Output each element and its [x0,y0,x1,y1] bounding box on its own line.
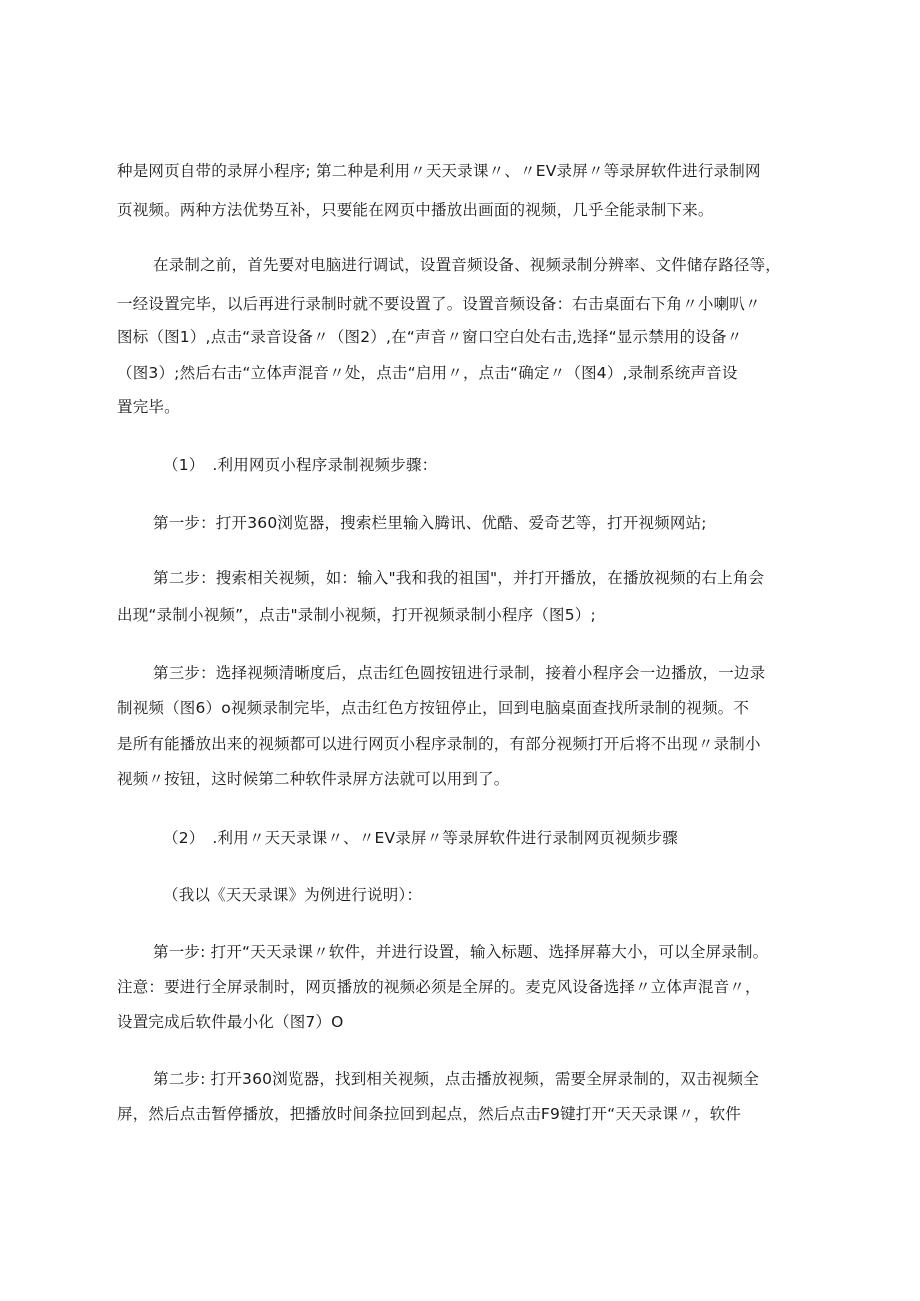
paragraph-line: 屏，然后点击暂停播放，把播放时间条拉回到起点，然后点击F9键打开“天天录课〃，软件 [117,1105,742,1123]
paragraph-line: 制视频（图6）o视频录制完毕，点击红色方按钮停止，回到电脑桌面查找所录制的视频。不 [117,699,750,717]
paragraph-line: 出现“录制小视频”，点击"录制小视频，打开视频录制小程序（图5）; [117,606,596,624]
section-heading: （2） .利用〃天天录课〃、〃EV录屏〃等录屏软件进行录制网页视频步骤 [163,829,678,847]
paragraph-line: 一经设置完毕，以后再进行录制时就不要设置了。设置音频设备：右击桌面右下角〃小喇叭〃 [117,295,761,313]
step-line: 第一步：打开360浏览器，搜索栏里输入腾讯、优酷、爱奇艺等，打开视频网站; [153,514,707,532]
paragraph-line: 视频〃按钮，这时候第二种软件录屏方法就可以用到了。 [117,770,510,788]
section-note: （我以《天天录课》为例进行说明）： [163,886,423,904]
step-line: 第二步: 打开360浏览器，找到相关视频，点击播放视频，需要全屏录制的，双击视频全 [153,1070,759,1088]
paragraph-line: 置完毕。 [117,398,180,416]
step-line: 第一步: 打开“天天录课〃软件，并进行设置，输入标题、选择屏幕大小，可以全屏录制。 [153,943,769,961]
step-line: 第三步：选择视频清晰度后，点击红色圆按钮进行录制，接着小程序会一边播放，一边录 [153,664,766,682]
paragraph-line: 设置完成后软件最小化（图7）O [117,1013,344,1031]
paragraph-line: 在录制之前，首先要对电脑进行调试，设置音频设备、视频录制分辨率、文件储存路径等， [153,256,782,274]
paragraph-line: 页视频。两种方法优势互补，只要能在网页中播放出画面的视频，几乎全能录制下来。 [117,201,714,219]
paragraph-line: 图标（图1）,点击“录音设备〃（图2）,在“声音〃窗口空白处右击,选择“显示禁用的设备〃 [117,328,743,346]
paragraph-line: （图3）;然后右击“立体声混音〃处，点击“启用〃，点击“确定〃（图4）,录制系统声音设 [117,364,738,382]
step-line: 第二步：搜索相关视频，如：输入"我和我的祖国"，并打开播放，在播放视频的右上角会 [153,569,765,587]
paragraph-line: 注意：要进行全屏录制时，网页播放的视频必须是全屏的。麦克风设备选择〃立体声混音〃， [117,978,761,996]
paragraph-line: 种是网页自带的录屏小程序; 第二种是利用〃天天录课〃、〃EV录屏〃等录屏软件进行录制网 [117,162,761,180]
paragraph-line: 是所有能播放出来的视频都可以进行网页小程序录制的，有部分视频打开后将不出现〃录制小 [117,735,761,753]
section-heading: （1） .利用网页小程序录制视频步骤： [163,456,438,474]
